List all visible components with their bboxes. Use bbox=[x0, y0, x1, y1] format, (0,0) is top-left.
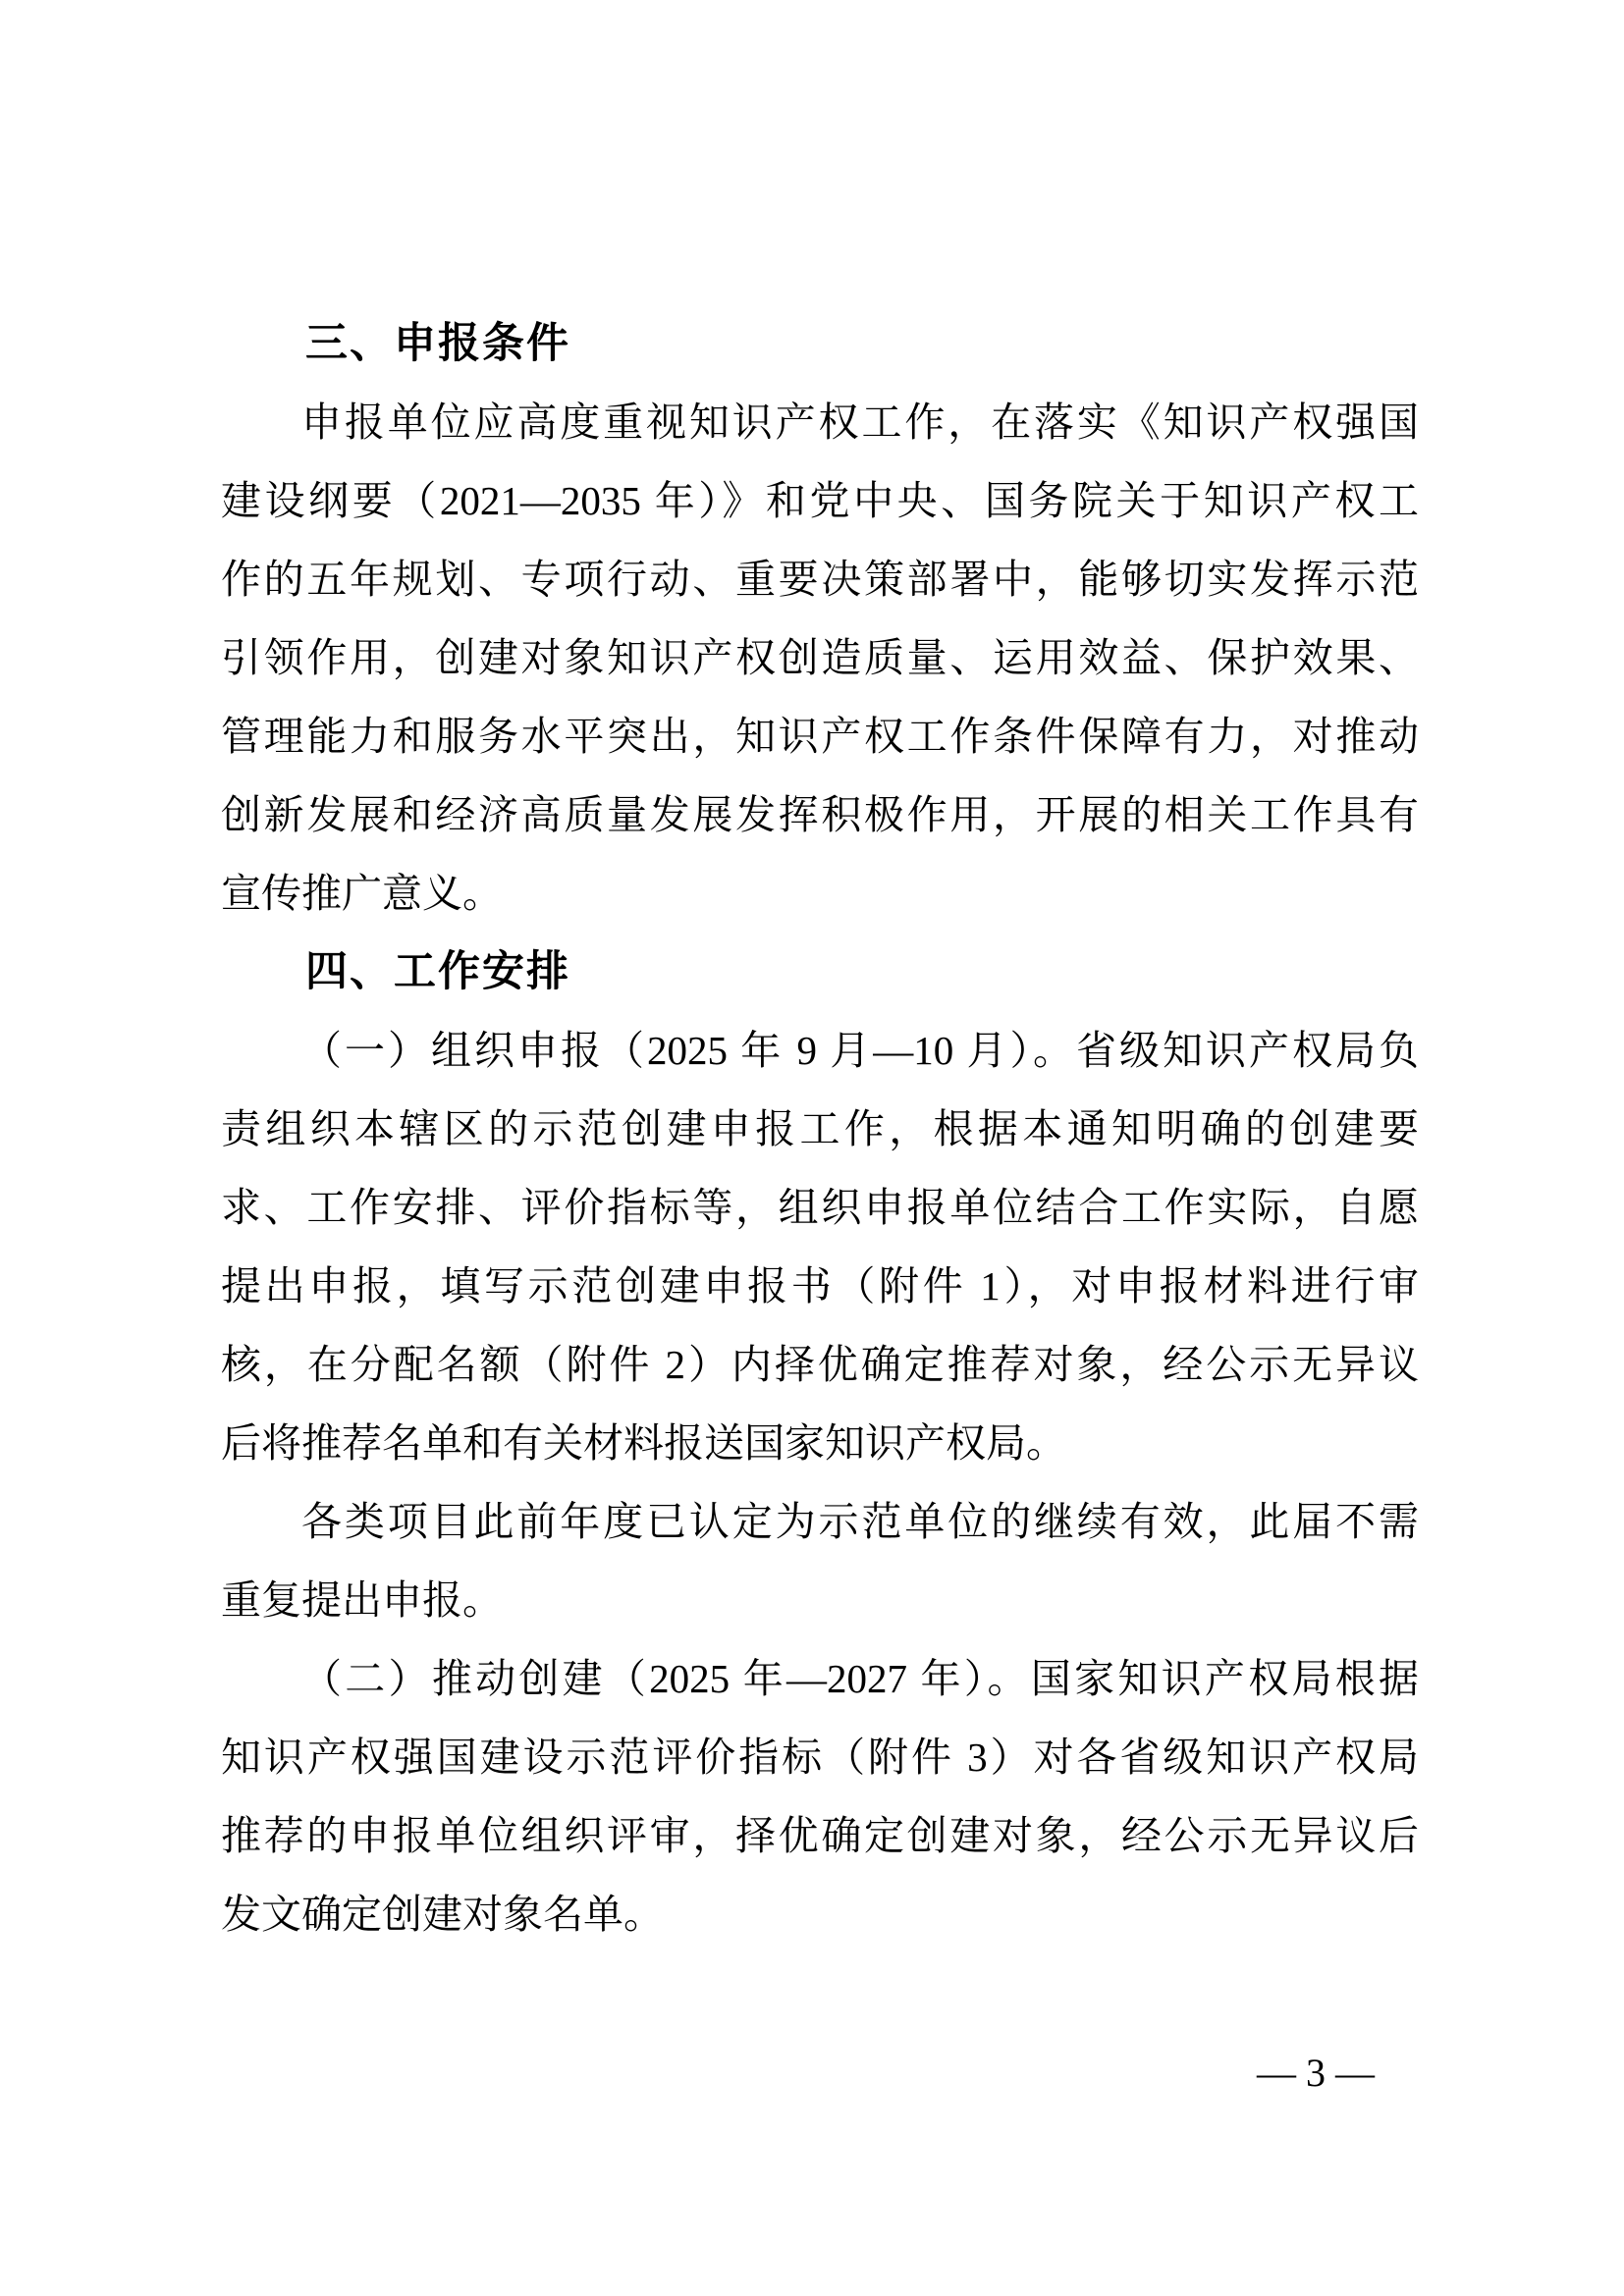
text-line: 重复提出申报。 bbox=[221, 1577, 503, 1623]
page-number: — 3 — bbox=[1257, 2051, 1375, 2095]
text-line: 知识产权强国建设示范评价指标（附件 3）对各省级知识产权局 bbox=[221, 1735, 1419, 1780]
text-line: 引领作用，创建对象知识产权创造质量、运用效益、保护效果、 bbox=[221, 635, 1419, 680]
text-line: （一）组织申报（2025 年 9 月—10 月）。省级知识产权局负 bbox=[301, 1028, 1419, 1073]
text-line: 各类项目此前年度已认定为示范单位的继续有效，此届不需 bbox=[301, 1499, 1419, 1544]
text-line: 后将推荐名单和有关材料报送国家知识产权局。 bbox=[221, 1420, 1066, 1466]
text-line: 作的五年规划、专项行动、重要决策部署中，能够切实发挥示范 bbox=[221, 557, 1419, 602]
text-line: 推荐的申报单位组织评审，择优确定创建对象，经公示无异议后 bbox=[221, 1813, 1419, 1858]
text-line: 建设纲要（2021—2035 年）》和党中央、国务院关于知识产权工 bbox=[221, 478, 1419, 523]
text-line: 宣传推广意义。 bbox=[221, 871, 503, 916]
text-line: 创新发展和经济高质量发展发挥积极作用，开展的相关工作具有 bbox=[221, 792, 1419, 837]
list-item-lead: （一）组织申报（2025 年 9 月—10 月）。 bbox=[301, 1028, 1076, 1073]
document-body bbox=[221, 304, 1419, 1953]
section-heading: 三、申报条件 bbox=[305, 320, 570, 367]
text-line: 申报单位应高度重视知识产权工作，在落实《知识产权强国 bbox=[301, 400, 1419, 445]
text-line: （二）推动创建（2025 年—2027 年）。国家知识产权局根据 bbox=[301, 1656, 1420, 1701]
text-line: 求、工作安排、评价指标等，组织申报单位结合工作实际，自愿 bbox=[221, 1185, 1419, 1230]
text-line: 核，在分配名额（附件 2）内择优确定推荐对象，经公示无异议 bbox=[221, 1342, 1419, 1387]
text-line: 责组织本辖区的示范创建申报工作，根据本通知明确的创建要 bbox=[221, 1106, 1419, 1151]
text-line: 提出申报，填写示范创建申报书（附件 1），对申报材料进行审 bbox=[221, 1263, 1419, 1308]
section-heading: 四、工作安排 bbox=[305, 948, 570, 995]
text-line: 管理能力和服务水平突出，知识产权工作条件保障有力，对推动 bbox=[221, 714, 1419, 759]
list-item-lead: （二）推动创建（2025 年—2027 年）。 bbox=[301, 1656, 1031, 1701]
text-line: 发文确定创建对象名单。 bbox=[221, 1892, 664, 1937]
